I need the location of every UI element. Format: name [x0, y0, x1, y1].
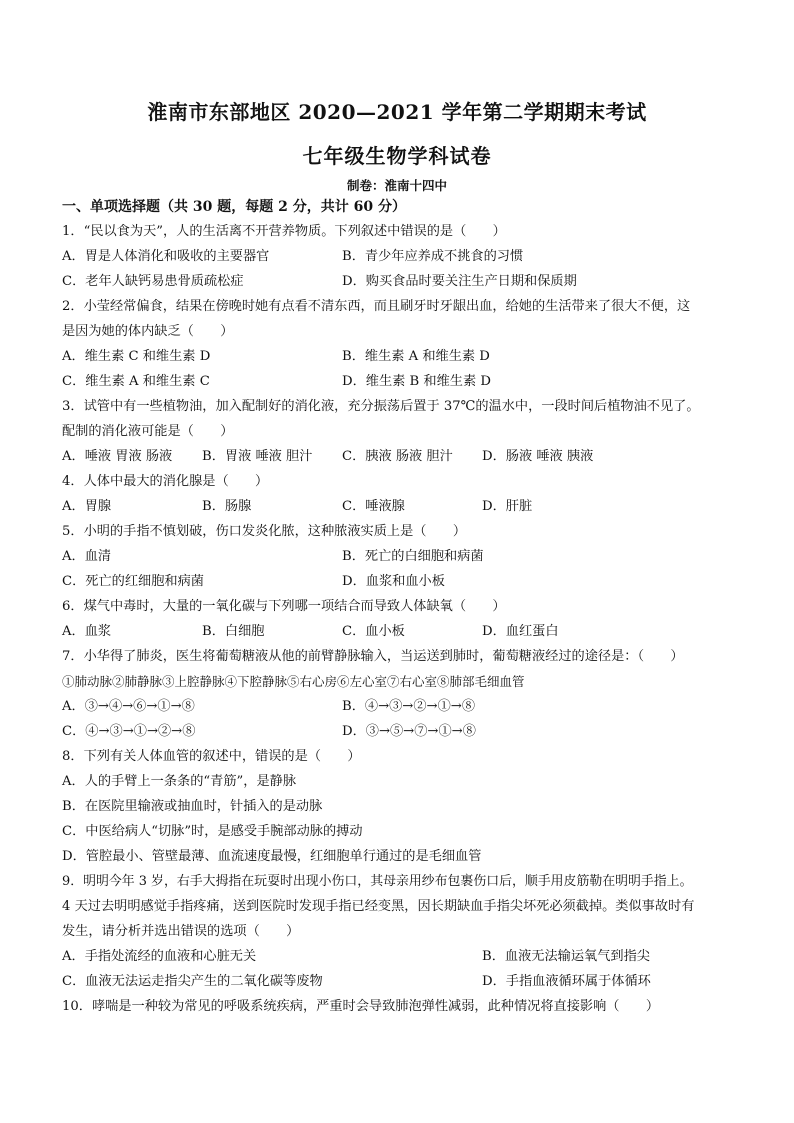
question-7-option-a: A．③→④→⑥→①→⑧	[62, 699, 195, 714]
question-7-option-c: C．④→③→①→②→⑧	[62, 724, 196, 739]
exam-subtitle: 七年级生物学科试卷	[302, 144, 492, 168]
question-2-option-d: D．维生素 B 和维生素 D	[342, 374, 491, 389]
question-1-option-c: C．老年人缺钙易患骨质疏松症	[62, 274, 244, 289]
question-4-stem: 4．人体中最大的消化腺是（ ）	[62, 474, 269, 489]
question-5-stem: 5．小明的手指不慎划破，伤口发炎化脓，这种脓液实质上是（ ）	[62, 524, 467, 539]
question-8-stem: 8．下列有关人体血管的叙述中，错误的是（ ）	[62, 749, 361, 764]
question-7-option-b: B．④→③→②→①→⑧	[342, 699, 476, 714]
question-2-stem-line1: 2．小莹经常偏食，结果在傍晚时她有点看不清东西，而且刷牙时牙龈出血，给她的生活带来了很大不便，这	[62, 299, 691, 314]
question-6-option-d: D．血红蛋白	[482, 624, 559, 639]
question-2-option-b: B．维生素 A 和维生素 D	[342, 349, 490, 364]
question-4-option-c: C．唾液腺	[342, 499, 405, 514]
question-4-option-a: A．胃腺	[62, 499, 112, 514]
question-2-stem-line2: 是因为她的体内缺乏（ ）	[62, 324, 234, 339]
question-5-option-c: C．死亡的红细胞和病菌	[62, 574, 204, 589]
question-8-option-d: D．管腔最小、管壁最薄、血流速度最慢，红细胞单行通过的是毛细血管	[62, 849, 482, 864]
question-9-option-b: B．血液无法输运氧气到指尖	[482, 949, 650, 964]
question-10-stem: 10．哮喘是一种较为常见的呼吸系统疾病，严重时会导致肺泡弹性减弱，此种情况将直接影响（ ）	[62, 999, 660, 1014]
question-5-option-a: A．血清	[62, 549, 112, 564]
question-7-stem: 7．小华得了肺炎，医生将葡萄糖液从他的前臂静脉输入，当运送到肺时，葡萄糖液经过的途径是：（ ）	[62, 649, 684, 664]
question-1-option-a: A．胃是人体消化和吸收的主要器官	[62, 249, 270, 264]
question-9-stem-line3: 发生，请分析并选出错误的选项（ ）	[62, 924, 300, 939]
question-6-option-a: A．血浆	[62, 624, 112, 639]
question-2-option-c: C．维生素 A 和维生素 C	[62, 374, 210, 389]
question-9-option-c: C．血液无法运走指尖产生的二氧化碳等废物	[62, 974, 323, 989]
question-6-stem: 6．煤气中毒时，大量的一氧化碳与下列哪一项结合而导致人体缺氧（ ）	[62, 599, 506, 614]
question-3-option-a: A．唾液 胃液 肠液	[62, 449, 173, 464]
exam-author: 制卷：淮南十四中	[346, 178, 447, 193]
question-1-stem: 1．“民以食为天”，人的生活离不开营养物质。下列叙述中错误的是（ ）	[62, 224, 506, 239]
question-6-option-c: C．血小板	[342, 624, 405, 639]
question-3-stem-line1: 3．试管中有一些植物油，加入配制好的消化液，充分振荡后置于 37℃的温水中，一段时间后植物油不见了。	[62, 399, 700, 414]
question-8-option-b: B．在医院里输液或抽血时，针插入的是动脉	[62, 799, 323, 814]
question-5-option-d: D．血浆和血小板	[342, 574, 445, 589]
question-3-option-b: B．胃液 唾液 胆汁	[202, 449, 313, 464]
question-9-option-d: D．手指血液循环属于体循环	[482, 974, 651, 989]
question-1-option-d: D．购买食品时要关注生产日期和保质期	[342, 274, 577, 289]
section-heading: 一、单项选择题（共 30 题，每题 2 分，共计 60 分）	[62, 199, 406, 215]
question-3-option-d: D．肠液 唾液 胰液	[482, 449, 594, 464]
question-2-option-a: A．维生素 C 和维生素 D	[62, 349, 211, 364]
question-5-option-b: B．死亡的白细胞和病菌	[342, 549, 484, 564]
question-4-option-b: B．肠腺	[202, 499, 252, 514]
question-6-option-b: B．白细胞	[202, 624, 265, 639]
question-3-stem-line2: 配制的消化液可能是（ ）	[62, 424, 234, 439]
question-9-stem-line1: 9．明明今年 3 岁，右手大拇指在玩耍时出现小伤口，其母亲用纱布包裹伤口后，顺手用皮筋勒在明明手指上。	[62, 874, 693, 889]
question-8-option-a: A．人的手臂上一条条的“青筋”，是静脉	[62, 774, 297, 789]
question-1-option-b: B．青少年应养成不挑食的习惯	[342, 249, 524, 264]
question-7-option-d: D．③→⑤→⑦→①→⑧	[342, 724, 476, 739]
question-9-stem-line2: 4 天过去明明感觉手指疼痛，送到医院时发现手指已经变黑，因长期缺血手指尖坏死必须截掉。类似事故时有	[62, 899, 695, 914]
exam-title: 淮南市东部地区 2020—2021 学年第二学期期末考试	[147, 100, 647, 124]
question-4-option-d: D．肝脏	[482, 499, 533, 514]
question-3-option-c: C．胰液 肠液 胆汁	[342, 449, 453, 464]
question-9-option-a: A．手指处流经的血液和心脏无关	[62, 949, 257, 964]
question-7-list: ①肺动脉②肺静脉③上腔静脉④下腔静脉⑤右心房⑥左心室⑦右心室⑧肺部毛细血管	[62, 674, 525, 689]
question-8-option-c: C．中医给病人“切脉”时，是感受手腕部动脉的搏动	[62, 824, 363, 839]
